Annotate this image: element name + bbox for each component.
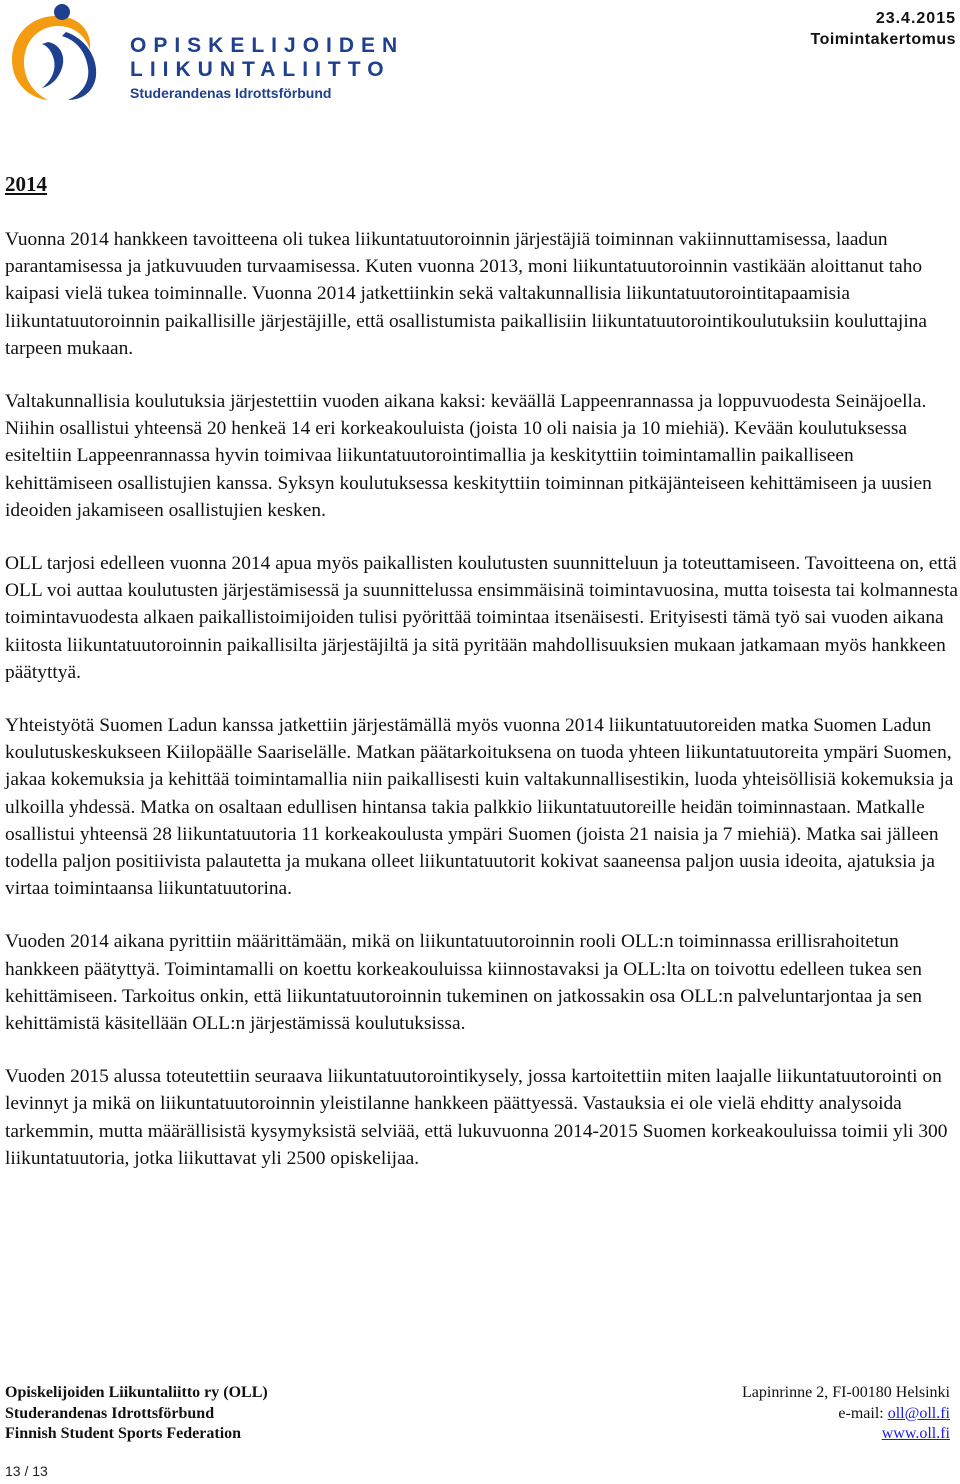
main-content [5,170,959,1172]
paragraph-3: OLL tarjosi edelleen vuonna 2014 apua myös paikallisten koulutusten suunnitteluun ja toteuttamiseen. Tavoitteena on, että OLL voi auttaa koulutusten järjestämisessä ja suunnittelussa ensimmäisinä toimintavuosina, mutta toisesta tai kolmannesta toimintavuodesta alkaen paikallistoimijoiden tulisi pyörittää toimintaa itsenäisesti. Erityisesti tämä työ sai vuoden aikana kiitosta liikuntatuutoroinnin paikallisilta järjestäjiltä ja sitä pyritään mahdollisuuksien mukaan jatkamaan myös hankkeen päätyttyä. [5,553,959,683]
footer-email-link[interactable]: oll@oll.fi [887,1404,950,1422]
footer-contact [742,1383,950,1445]
page-number: 13 / 13 [5,1463,48,1479]
paragraph-6: Vuoden 2015 alussa toteutettiin seuraava liikuntatuutorointikysely, jossa kartoitettiin miten laajalle liikuntatuutorointi on levinnyt ja mikä on liikuntatuutoroinnin yleistilanne hankkeen päättyessä. Vastauksia ei ole vielä ehditty analysoida tarkemmin, mutta määrällisistä kysymyksistä selviää, että lukuvuonna 2014-2015 Suomen korkeakouluissa toimii yli 300 liikuntatuutoria, jotka liikuttavat yli 2500 opiskelijaa. [5,1066,948,1169]
footer-email-label: e-mail: [838,1404,888,1422]
logo-line-1: OPISKELIJOIDEN [130,34,405,57]
footer-address: Lapinrinne 2, FI-00180 Helsinki [742,1384,950,1401]
footer-email-row [742,1404,950,1425]
footer-organization [5,1383,268,1445]
footer-website-row [742,1424,950,1445]
paragraph-5: Vuoden 2014 aikana pyrittiin määrittämään, mikä on liikuntatuutoroinnin rooli OLL:n toiminnassa erillisrahoitetun hankkeen päätyttyä. Toimintamalli on koettu korkeakouluissa kiinnostavaksi ja OLL:lta on toivottu edelleen tukea sen kehittämiseen. Tarkoitus onkin, että liikuntatuutoroinnin tukeminen on jatkossakin osa OLL:n palveluntarjontaa ja sen kehittämistä käsitellään OLL:n järjestämissä koulutuksissa. [5,931,922,1035]
footer-org-name: Opiskelijoiden Liikuntaliitto ry (OLL) [5,1384,268,1401]
document-type: Toimintakertomus [810,31,956,48]
oll-logo-icon [4,2,108,102]
footer-website-link[interactable]: www.oll.fi [881,1425,950,1442]
footer-org-name-english: Finnish Student Sports Federation [5,1425,242,1442]
logo-wordmark [130,34,404,102]
paragraph-2: Valtakunnallisia koulutuksia järjestettiin vuoden aikana kaksi: keväällä Lappeenrannassa ja loppuvuodesta Seinäjoella. Niihin osallistui yhteensä 20 henkeä 14 eri korkeakouluista (joista 10 oli naisia ja 10 miehiä). Kevään koulutuksessa esiteltiin Lappeenrannassa hyvin toimivaa liikuntatuutorointimallia ja keskityttiin toimintamallin paikalliseen kehittämiseen osallistujien kanssa. Syksyn koulutuksessa keskityttiin toiminnan pitkäjänteiseen kehittämiseen ja uusien ideoiden jakamiseen osallistujien kesken. [5,391,932,521]
header-meta [811,9,957,51]
paragraph-1: Vuonna 2014 hankkeen tavoitteena oli tukea liikuntatuutoroinnin järjestäjiä toiminnan vakiinnuttamisessa, laadun parantamisessa ja jatkuvuuden turvaamisessa. Kuten vuonna 2013, moni liikuntatuutoroinnin vastikään aloittanut taho kaipasi vielä tukea toiminnalle. Vuonna 2014 jatkettiinkin sekä valtakunnallisia liikuntatuutorointitapaamisia liikuntatuutoroinnin paikallisille järjestäjille, että osallistumista paikallisiin liikuntatuutorointikoulutuksiin kouluttajina tarpeen mukaan. [5,229,928,359]
section-title: 2014 [5,172,47,196]
footer-org-name-swedish: Studerandenas Idrottsförbund [5,1404,215,1422]
logo-line-2: LIIKUNTALIITTO [130,58,391,81]
document-date: 23.4.2015 [875,10,956,27]
paragraph-4: Yhteistyötä Suomen Ladun kanssa jatkettiin järjestämällä myös vuonna 2014 liikuntatuutoreiden matka Suomen Ladun koulutuskeskukseen Kiilopäälle Saariselälle. Matkan päätarkoituksena on tuoda yhteen liikuntatuutoreita ympäri Suomen, jakaa kokemuksia ja kehittää toimintamallia niin paikallisesti kuin valtakunnallisestikin, luoda yhteisöllisiä kokemuksia ja ulkoilla yhdessä. Matka on osaltaan edullisen hintansa takia palkkio liikuntatuutoreille heidän toiminnastaan. Matkalle osallistui yhteensä 28 liikuntatuutoria 11 korkeakoulusta ympäri Suomen (joista 21 naisia ja 7 miehiä). Matka sai jälleen todella paljon positiivista palautetta ja mukana olleet liikuntatuutorit kokivat saaneensa paljon uusia ideoita, ajatuksia ja virtaa toimintaansa liikuntatuutorina. [5,715,954,900]
page-header [0,0,960,110]
logo-line-3: Studerandenas Idrottsförbund [130,85,332,101]
